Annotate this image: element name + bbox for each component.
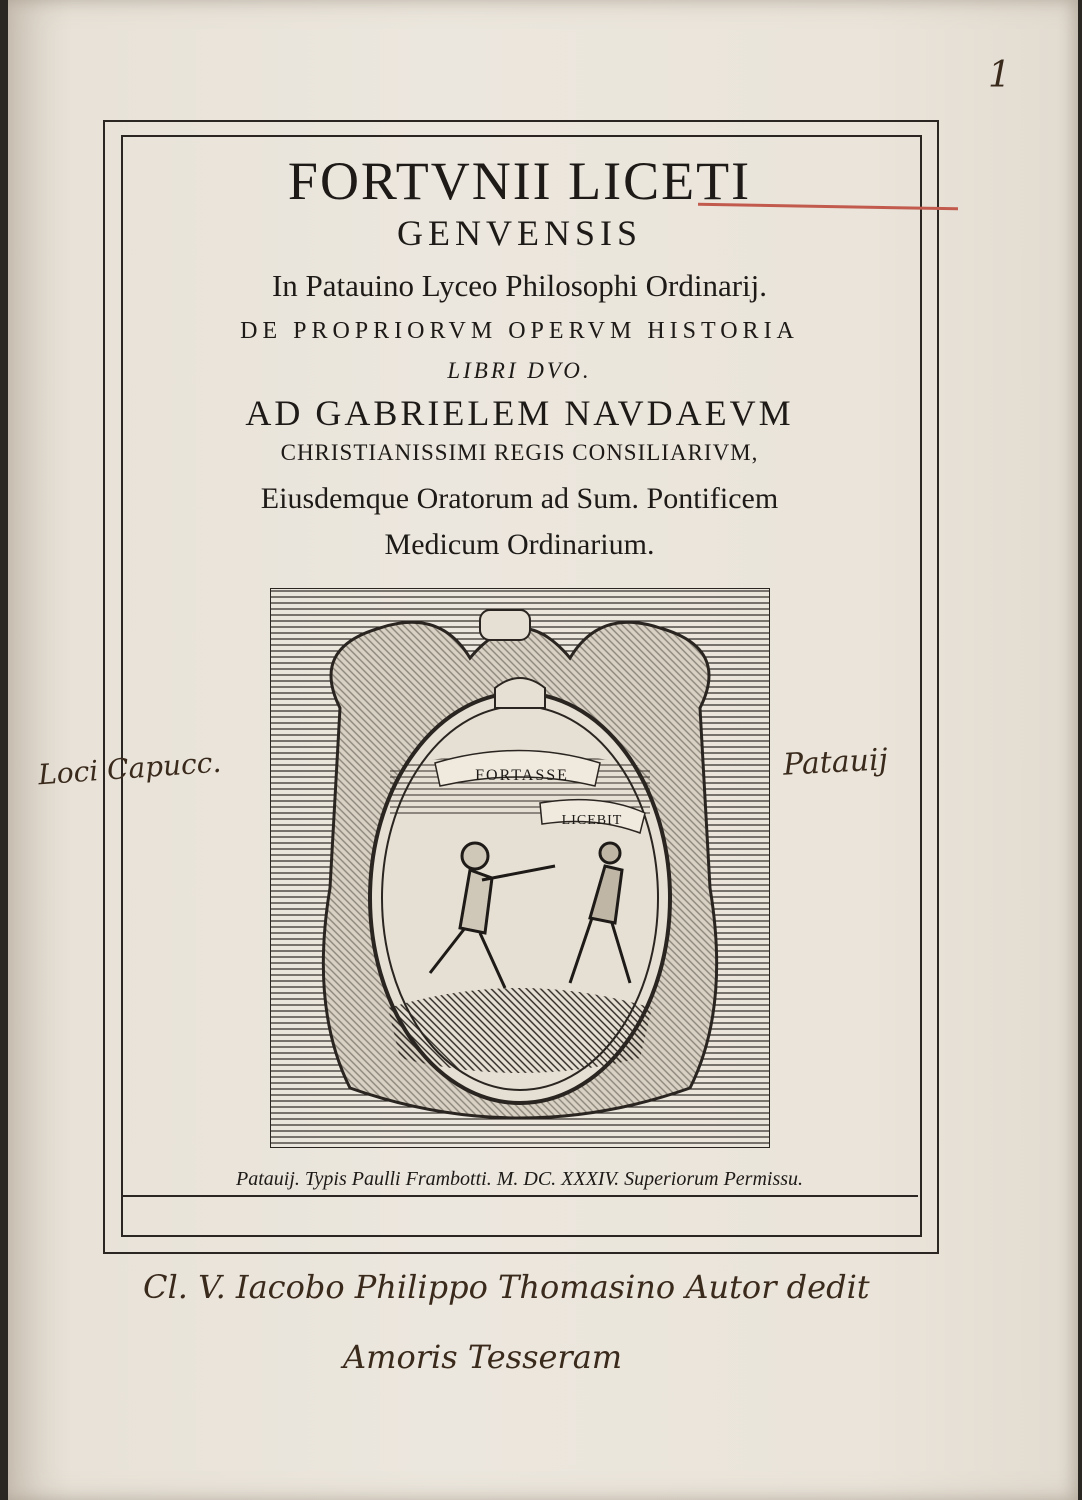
title-page xyxy=(8,0,1078,1500)
motto-top: FORTASSE xyxy=(475,767,569,784)
imprint-rule xyxy=(121,1195,918,1197)
folio-number: 1 xyxy=(988,55,1011,96)
dedicatee-role: Eiusdemque Oratorum ad Sum. Pontificem xyxy=(260,482,779,515)
manuscript-dedication-2: Amoris Tesseram xyxy=(343,1338,623,1376)
dedicatee-title: CHRISTIANISSIMI REGIS CONSILIARIVM, xyxy=(280,440,759,465)
manuscript-left-note: Loci Capucc. xyxy=(37,745,223,792)
author-origin: GENVENSIS xyxy=(396,213,642,253)
imprint: Patauij. Typis Paulli Frambotti. M. DC. XXXIV. Superiorum Permissu. xyxy=(235,1168,804,1190)
dedicatee-role-2: Medicum Ordinarium. xyxy=(384,528,655,561)
top-ornament xyxy=(480,610,530,640)
work-volumes: LIBRI DVO. xyxy=(447,358,592,383)
manuscript-right-note: Patauij xyxy=(782,742,889,783)
ground-hatching xyxy=(388,988,652,1073)
manuscript-dedication: Cl. V. Iacobo Philippo Thomasino Autor dedit xyxy=(143,1268,870,1306)
work-title: DE PROPRIORVM OPERVM HISTORIA xyxy=(240,318,799,344)
woodcut-printers-device xyxy=(270,588,770,1148)
author-name: FORTVNII LICETI xyxy=(287,151,752,211)
crest-mask xyxy=(495,678,545,708)
dedicatee-name: AD GABRIELEM NAVDAEVM xyxy=(245,393,794,433)
motto-bottom: LICEBIT xyxy=(561,813,623,828)
author-position: In Patauino Lyceo Philosophi Ordinarij. xyxy=(271,268,768,303)
